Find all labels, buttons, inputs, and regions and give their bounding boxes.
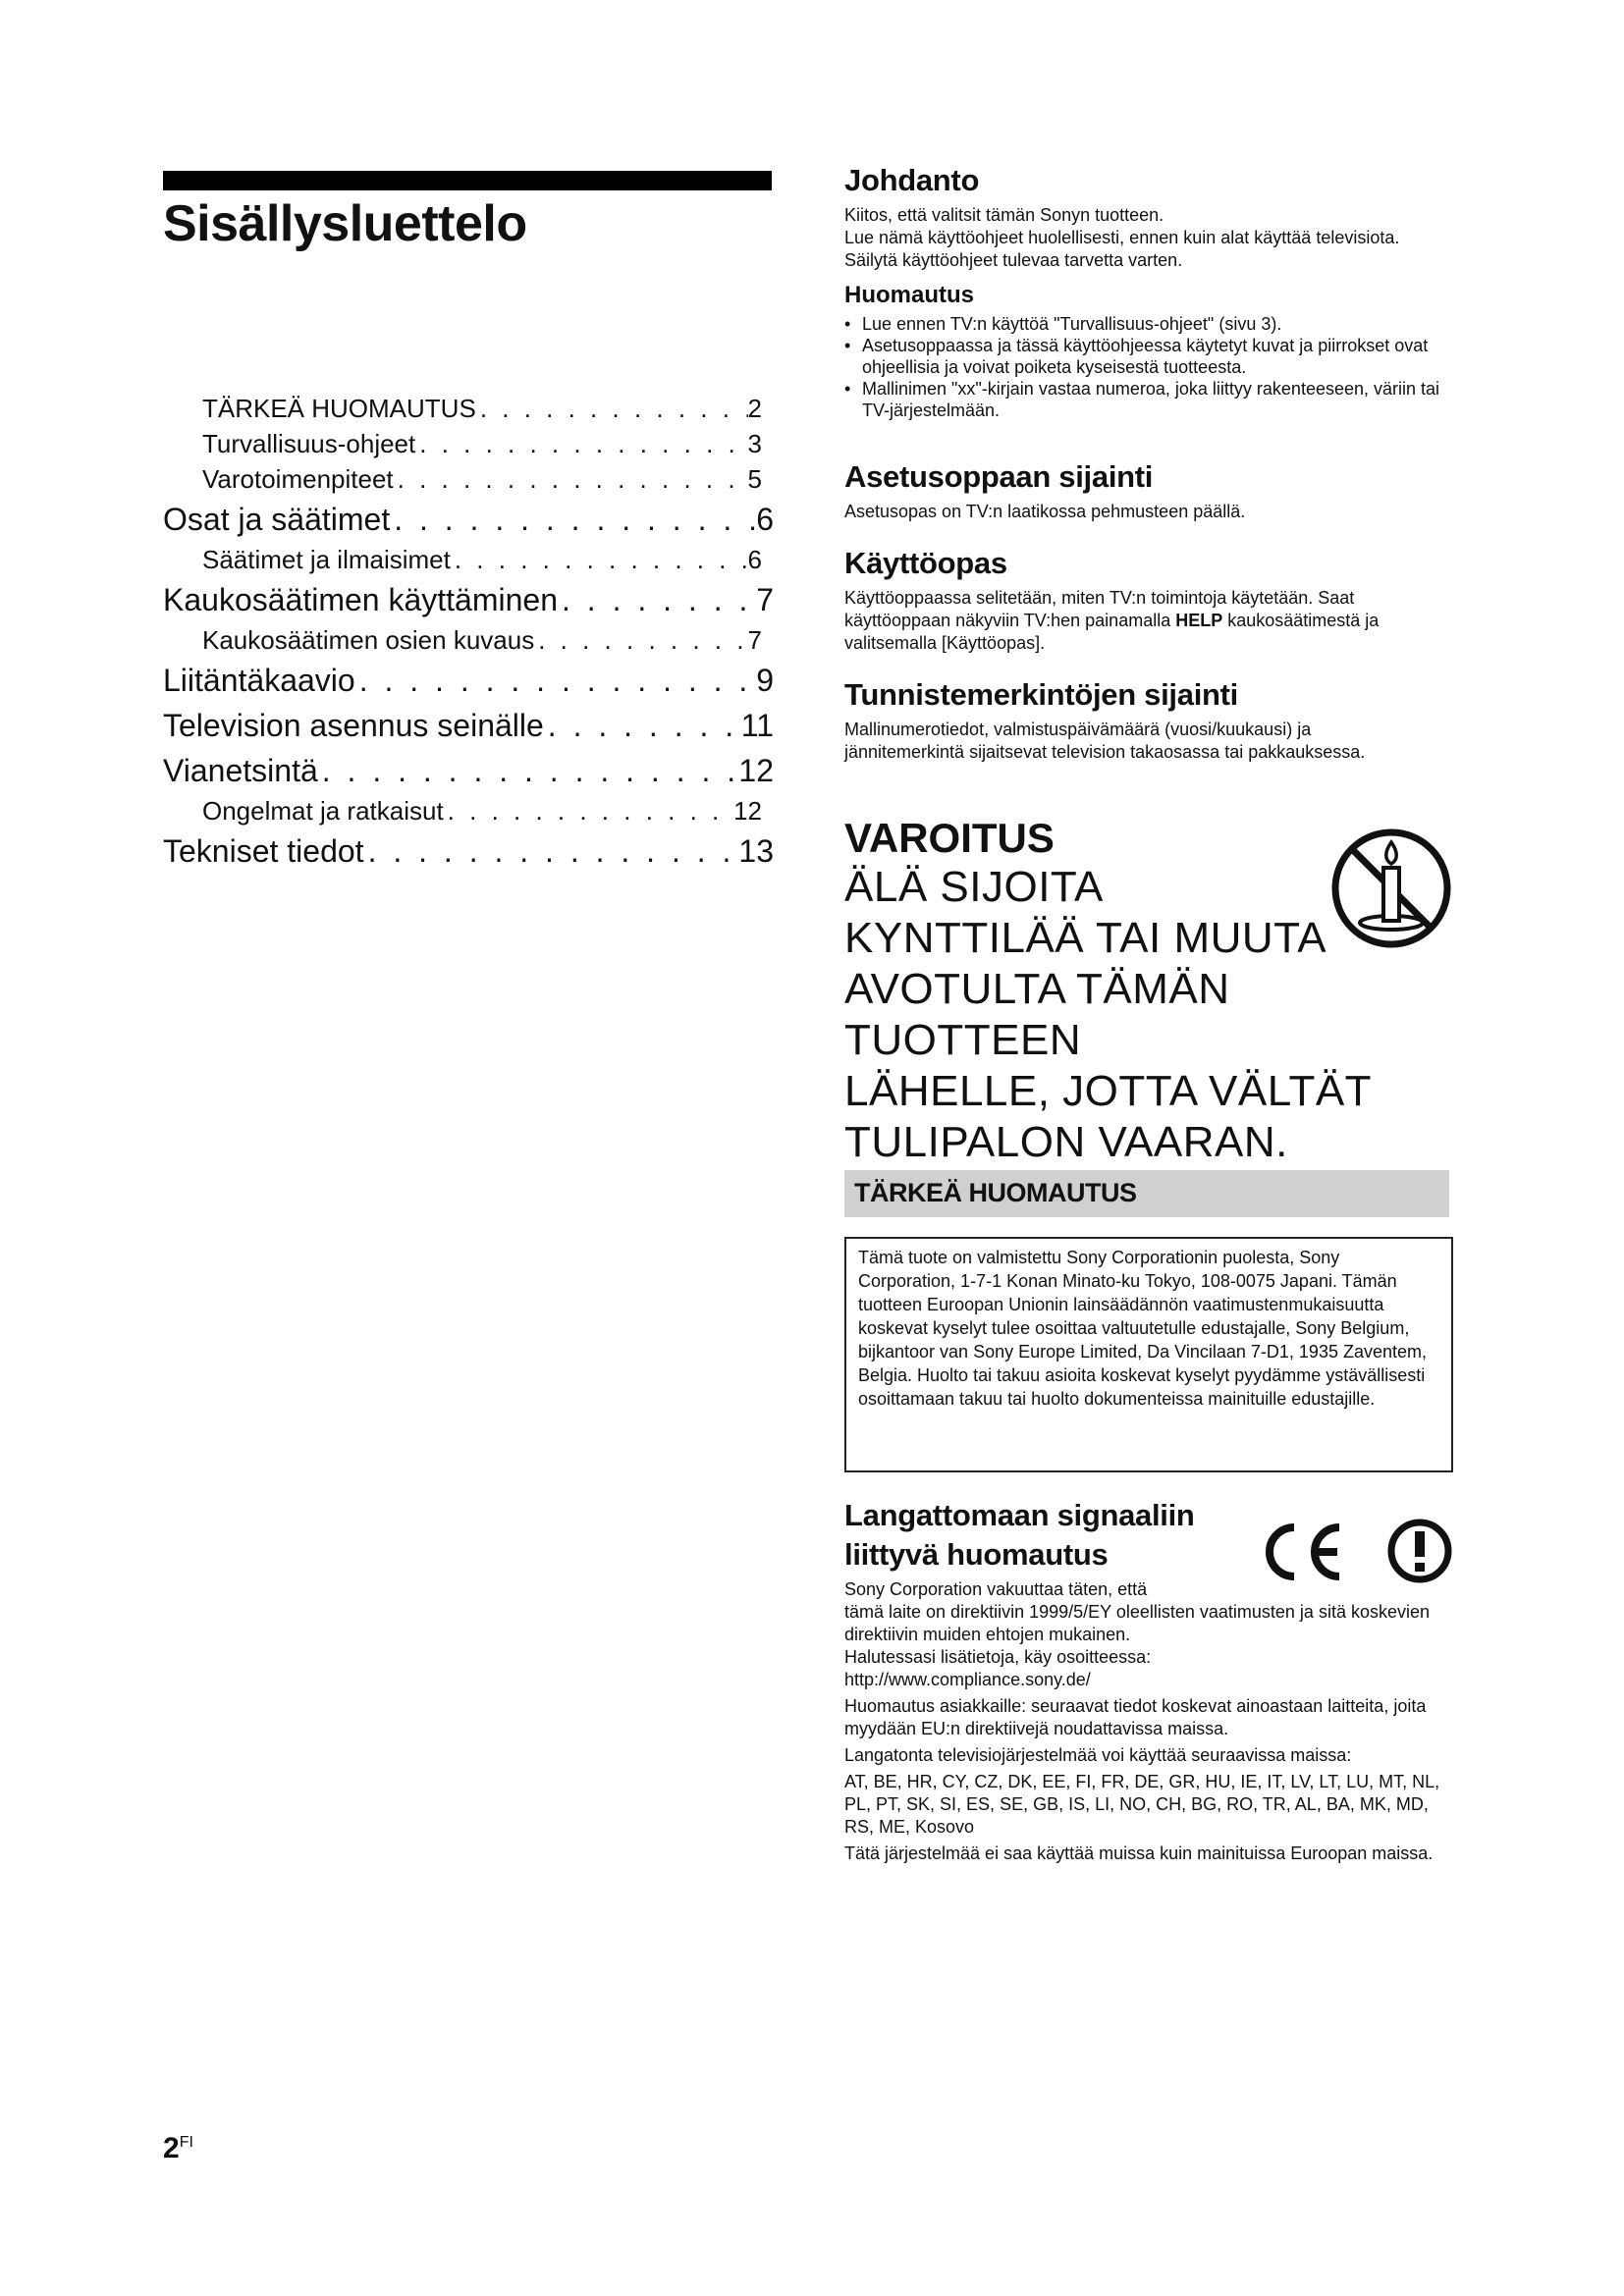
intro-section: [844, 163, 1453, 421]
toc-leader-dots: [544, 703, 741, 748]
toc-entry-page: 5: [747, 464, 762, 494]
title-rule: [163, 171, 772, 190]
toc-entry-label: TÄRKEÄ HUOMAUTUS: [202, 394, 476, 423]
toc-entry-page: 11: [740, 708, 774, 743]
help-key-label: HELP: [1175, 611, 1223, 630]
note-item: • Lue ennen TV:n käyttöä "Turvallisuus-ohjeet" (sivu 3).: [844, 313, 1453, 335]
warning-line: TULIPALON VAARAN.: [844, 1118, 1288, 1166]
notice-title-bar: [844, 1170, 1449, 1217]
toc-entry-page: 2: [747, 394, 762, 423]
toc-entry[interactable]: [163, 461, 774, 497]
ce-mark-icon: [1257, 1518, 1345, 1586]
toc-entry-label: Television asennus seinälle: [163, 708, 544, 743]
toc-entry[interactable]: [163, 793, 774, 828]
toc-entry[interactable]: [163, 748, 774, 793]
toc-entry[interactable]: [163, 577, 774, 622]
wireless-heading-line: Langattomaan signaaliin: [844, 1498, 1195, 1532]
toc-entry-page: 3: [747, 429, 762, 458]
wireless-section: [844, 1496, 1453, 1865]
help-guide-text-after: kaukosäätimestä ja valitsemalla [Käyttöopas].: [844, 611, 1380, 653]
toc-entry-page: 6: [747, 545, 762, 574]
labels-section: [844, 677, 1453, 764]
country-list: AT, BE, HR, CY, CZ, DK, EE, FI, FR, DE, GR, HU, IE, IT, LV, LT, LU, MT, NL, PL, PT, SK, SI, ES, SE, GB, IS, LI, NO, CH, BG, RO, TR, AL, BA, MK, MD, RS, ME, Kosovo: [844, 1772, 1440, 1837]
toc-entry-page: 7: [747, 625, 762, 655]
toc-entry[interactable]: [163, 542, 774, 577]
toc-entry-label: Tekniset tiedot: [163, 833, 364, 869]
table-of-contents: [163, 391, 774, 874]
warning-line: LÄHELLE, JOTTA VÄLTÄT: [844, 1067, 1373, 1115]
toc-leader-dots: [476, 391, 748, 426]
toc-entry[interactable]: [163, 426, 774, 461]
setup-guide-section: [844, 459, 1453, 523]
toc-entry-label: Ongelmat ja ratkaisut: [202, 796, 444, 826]
wireless-paragraph: tämä laite on direktiivin 1999/5/EY oleellisten vaatimusten ja sitä koskevien direktiivin muiden ehtojen mukainen.: [844, 1602, 1430, 1644]
compliance-url[interactable]: http://www.compliance.sony.de/: [844, 1670, 1091, 1689]
note-heading: Huomautus: [844, 282, 974, 308]
toc-entry-label: Kaukosäätimen osien kuvaus: [202, 625, 535, 655]
wireless-paragraph: Tätä järjestelmää ei saa käyttää muissa kuin mainituissa Euroopan maissa.: [844, 1843, 1434, 1863]
toc-entry-page: 12: [738, 753, 774, 788]
toc-leader-dots: [394, 461, 748, 497]
setup-guide-heading: Asetusoppaan sijainti: [844, 459, 1154, 494]
toc-leader-dots: [451, 542, 748, 577]
toc-entry-page: 7: [756, 582, 774, 617]
intro-paragraph: Lue nämä käyttöohjeet huolellisesti, ennen kuin alat käyttää televisiota. Säilytä käyttöohjeet tulevaa tarvetta varten.: [844, 228, 1400, 270]
no-open-flame-icon: [1329, 827, 1453, 950]
toc-entry-page: 12: [733, 796, 762, 826]
toc-entry[interactable]: [163, 703, 774, 748]
notice-text: Tämä tuote on valmistettu Sony Corporationin puolesta, Sony Corporation, 1-7-1 Konan Minato-ku Tokyo, 108-0075 Japani. Tämän tuotteen Euroopan Unionin lainsäädännön vaatimustenmukaisuutta koskevat kyselyt tulee osoittaa valtuutetulle edustajalle, Sony Belgium, bijkantoor van Sony Europe Limited, Da Vincilaan 7-D1, 1935 Zaventem, Belgia. Huolto tai takuu asioita koskevat kyselyt pyydämme ystävällisesti osoittamaan takuu tai huolto dokumenteissa mainituille edustajille.: [858, 1248, 1427, 1409]
toc-leader-dots: [415, 426, 747, 461]
notice-title: TÄRKEÄ HUOMAUTUS: [854, 1178, 1137, 1207]
intro-heading: Johdanto: [844, 163, 980, 197]
labels-text: Mallinumerotiedot, valmistuspäivämäärä (vuosi/kuukausi) ja jännitemerkintä sijaitsevat television takaosassa tai pakkauksessa.: [844, 720, 1366, 762]
help-guide-section: [844, 546, 1453, 655]
note-item: • Asetusoppaassa ja tässä käyttöohjeessa käytetyt kuvat ja piirrokset ovat ohjeellisia ja voivat poiketa kyseisestä tuotteesta.: [844, 335, 1453, 378]
toc-title: Sisällysluettelo: [163, 195, 527, 252]
labels-heading: Tunnistemerkintöjen sijainti: [844, 677, 1238, 712]
wireless-paragraph: Huomautus asiakkaille: seuraavat tiedot koskevat ainoastaan laitteita, joita myydään EU:n direktiivejä noudattavissa maissa.: [844, 1696, 1427, 1738]
page-number: [163, 2132, 193, 2165]
toc-entry-page: 6: [756, 502, 774, 537]
warning-line: KYNTTILÄÄ TAI MUUTA: [844, 914, 1327, 962]
notice-box: [844, 1237, 1453, 1472]
wireless-paragraph: Sony Corporation vakuuttaa täten, että: [844, 1579, 1148, 1599]
warning-line: AVOTULTA TÄMÄN TUOTTEEN: [844, 965, 1230, 1064]
toc-entry-label: Turvallisuus-ohjeet: [202, 429, 416, 458]
toc-leader-dots: [534, 622, 747, 658]
toc-entry[interactable]: [163, 391, 774, 426]
wireless-heading: [844, 1496, 1453, 1575]
note-item: • Mallinimen "xx"-kirjain vastaa numeroa, joka liittyy rakenteeseen, väriin tai TV-järjestelmään.: [844, 378, 1453, 421]
toc-entry-page: 13: [738, 833, 774, 869]
toc-leader-dots: [390, 497, 756, 542]
help-guide-heading: Käyttöopas: [844, 546, 1007, 580]
toc-entry[interactable]: [163, 828, 774, 874]
wireless-heading-line: liittyvä huomautus: [844, 1537, 1109, 1572]
toc-leader-dots: [318, 748, 739, 793]
toc-entry-label: Vianetsintä: [163, 753, 318, 788]
page-number-value: 2: [163, 2132, 180, 2164]
alert-mark-icon: [1386, 1518, 1453, 1584]
toc-leader-dots: [558, 577, 756, 622]
page-language-code: FI: [179, 2134, 193, 2151]
toc-leader-dots: [355, 658, 757, 703]
intro-paragraph: Kiitos, että valitsit tämän Sonyn tuotteen.: [844, 205, 1164, 225]
note-list: [844, 313, 1453, 421]
toc-entry-page: 9: [756, 663, 774, 698]
toc-entry[interactable]: [163, 497, 774, 542]
toc-entry-label: Säätimet ja ilmaisimet: [202, 545, 451, 574]
toc-leader-dots: [364, 828, 739, 874]
toc-leader-dots: [444, 793, 733, 828]
toc-entry-label: Kaukosäätimen käyttäminen: [163, 582, 558, 617]
wireless-paragraph: Langatonta televisiojärjestelmää voi käyttää seuraavissa maissa:: [844, 1745, 1352, 1765]
toc-entry-label: Liitäntäkaavio: [163, 663, 355, 698]
wireless-paragraph: Halutessasi lisätietoja, käy osoitteessa:: [844, 1647, 1152, 1667]
setup-guide-text: Asetusopas on TV:n laatikossa pehmusteen päällä.: [844, 502, 1246, 521]
toc-entry[interactable]: [163, 658, 774, 703]
toc-entry-label: Osat ja säätimet: [163, 502, 391, 537]
help-guide-text: [844, 587, 1453, 655]
warning-heading: VAROITUS: [844, 815, 1055, 861]
help-guide-text-before: Käyttöoppaassa selitetään, miten TV:n toimintoja käytetään. Saat käyttöoppaan näkyviin TV:hen painamalla: [844, 588, 1355, 630]
warning-line: ÄLÄ SIJOITA: [844, 863, 1104, 911]
toc-entry[interactable]: [163, 622, 774, 658]
toc-entry-label: Varotoimenpiteet: [202, 464, 394, 494]
